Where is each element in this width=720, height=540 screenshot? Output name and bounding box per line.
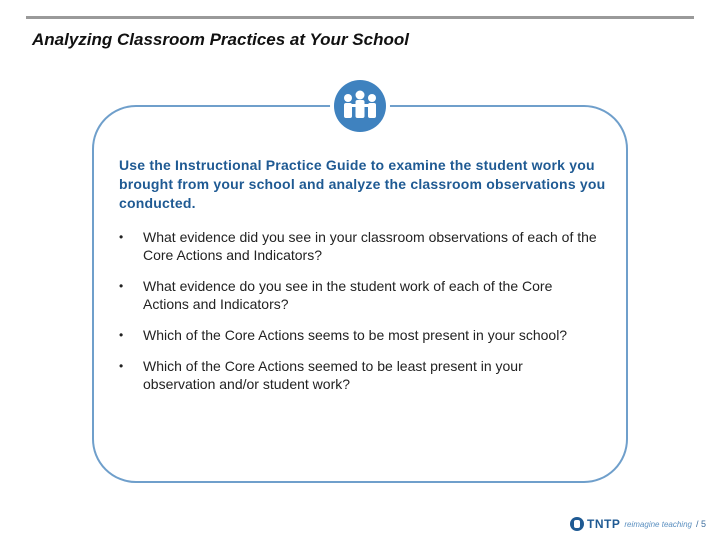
bullet-marker: • (119, 359, 124, 373)
page-number: / 5 (695, 519, 706, 529)
footer (570, 512, 706, 536)
bullet-marker: • (119, 328, 124, 342)
question-text: Which of the Core Actions seems to be most present in your school? (143, 327, 568, 343)
group-of-people-icon (334, 80, 386, 132)
question-list (119, 228, 599, 406)
question-text: What evidence do you see in the student work of each of the Core Actions and Indicators? (143, 278, 553, 312)
bullet-marker: • (119, 279, 124, 293)
card-intro-text: Use the Instructional Practice Guide to examine the student work you brought from your school and analyze the classroom observations you conducted. (119, 157, 606, 211)
bullet-marker: • (119, 230, 124, 244)
list-item (119, 277, 599, 313)
page-title: Analyzing Classroom Practices at Your School (32, 30, 409, 49)
list-item (119, 228, 599, 264)
logo-tagline: reimagine teaching (624, 519, 692, 529)
list-item (119, 357, 599, 393)
card-badge (330, 76, 390, 136)
top-divider (26, 16, 694, 19)
question-text: Which of the Core Actions seemed to be least present in your observation and/or student work? (143, 358, 523, 392)
question-text: What evidence did you see in your classroom observations of each of the Core Actions and Indicators? (143, 229, 597, 263)
tntp-logo-icon (570, 517, 584, 531)
logo-wordmark: TNTP (587, 517, 621, 531)
list-item (119, 326, 599, 344)
